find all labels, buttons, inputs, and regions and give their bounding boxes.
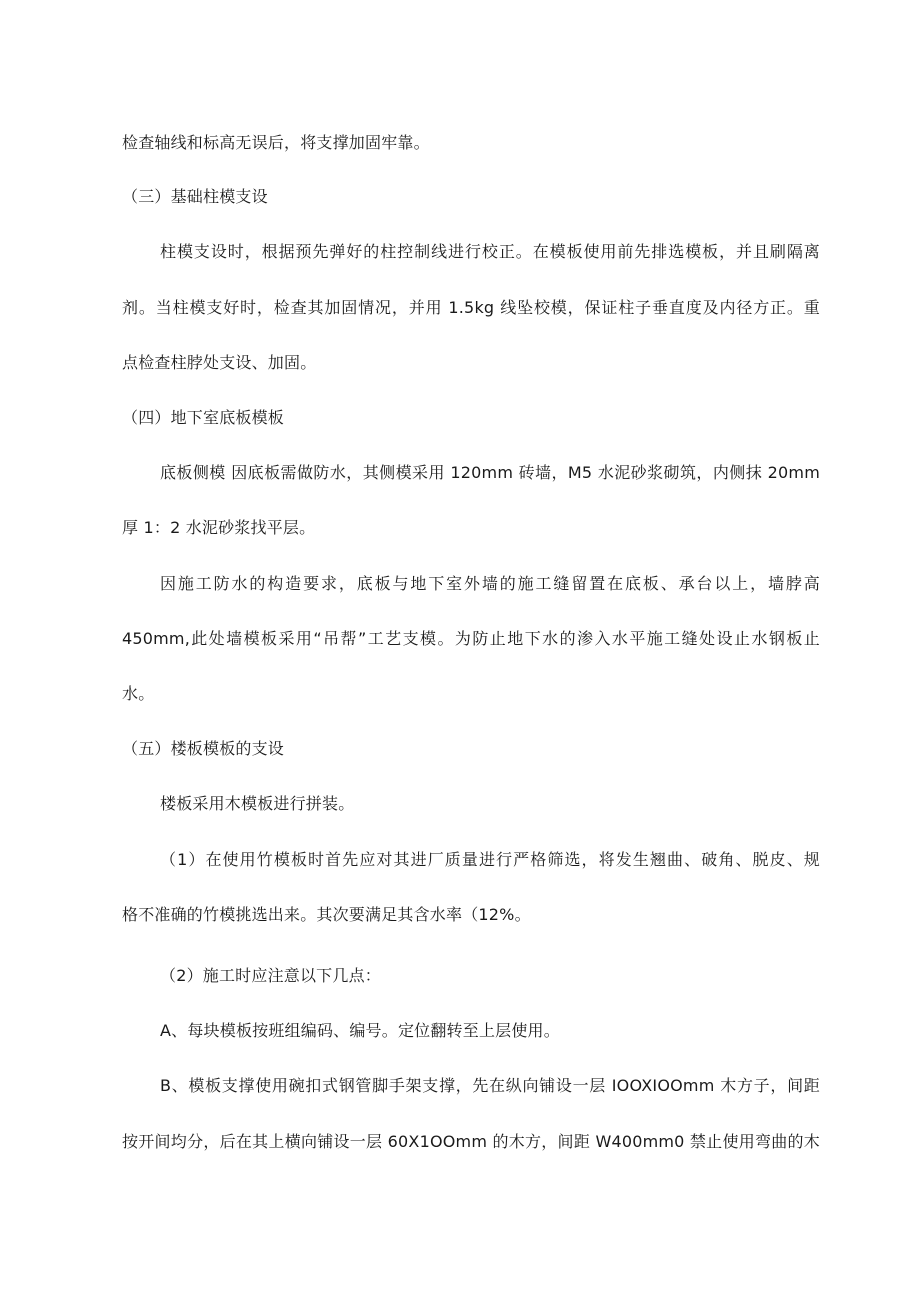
text-line: 剂。当柱模支好时，检查其加固情况，并用 1.5kg 线坠校模，保证柱子垂直度及内径方正。重	[122, 298, 820, 317]
text-line: 格不准确的竹模挑选出来。其次要满足其含水率（12%。	[122, 905, 531, 924]
text-line: A、每块模板按班组编码、编号。定位翻转至上层使用。	[160, 1021, 560, 1040]
text-line: 水。	[122, 684, 155, 703]
text-line: 柱模支设时，根据预先弹好的柱控制线进行校正。在模板使用前先排选模板，并且刷隔离	[160, 242, 820, 261]
text-line: 点检查柱脖处支设、加固。	[122, 353, 317, 372]
section-heading: （四）地下室底板模板	[122, 408, 285, 427]
text-line: 按开间均分，后在其上横向铺设一层 60X1OOmm 的木方，间距 W400mm0 禁止使用弯曲的木	[122, 1132, 820, 1151]
text-line: 因施工防水的构造要求，底板与地下室外墙的施工缝留置在底板、承台以上，墙脖高	[160, 574, 820, 593]
text-line: 底板侧模 因底板需做防水，其侧模采用 120mm 砖墙，M5 水泥砂浆砌筑，内侧抹 20mm	[160, 463, 820, 482]
text-line: 厚 1：2 水泥砂浆找平层。	[122, 518, 316, 537]
text-line: 450mm,此处墙模板采用“吊帮”工艺支模。为防止地下水的渗入水平施工缝处设止水钢板止	[122, 629, 820, 648]
text-line: 楼板采用木模板进行拼装。	[160, 794, 355, 813]
text-line: （2）施工时应注意以下几点：	[160, 966, 381, 985]
section-heading: （五）楼板模板的支设	[122, 739, 285, 758]
section-heading: （三）基础柱模支设	[122, 187, 268, 206]
text-line: 检查轴线和标高无误后，将支撑加固牢靠。	[122, 133, 430, 152]
text-line: B、模板支撑使用碗扣式钢管脚手架支撑，先在纵向铺设一层 IOOXIOOmm 木方子，间距	[160, 1076, 820, 1095]
text-line: （1）在使用竹模板时首先应对其进厂质量进行严格筛选，将发生翘曲、破角、脱皮、规	[160, 850, 820, 869]
